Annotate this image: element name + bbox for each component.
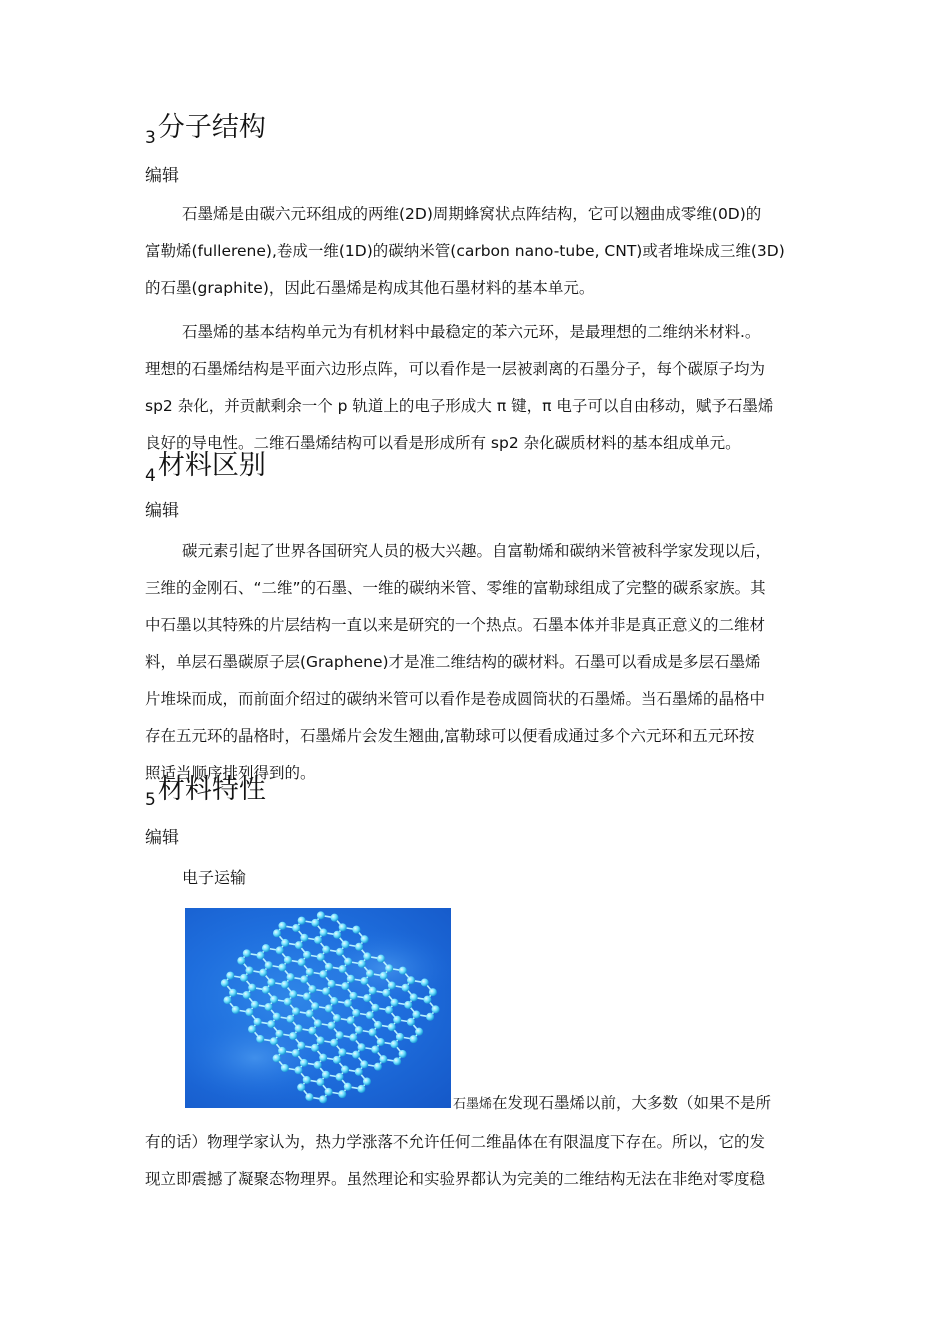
carbon-atom [325,1004,333,1012]
carbon-atom [341,982,349,990]
carbon-atom [421,979,429,987]
carbon-atom [426,1013,434,1021]
carbon-atom [331,914,339,922]
carbon-atom [333,931,341,939]
carbon-atom [357,1085,365,1093]
carbon-atom [319,970,327,978]
carbon-atom [385,1006,393,1014]
carbon-atom [432,1005,440,1013]
carbon-atom [306,1010,314,1018]
carbon-atom [339,965,347,973]
section-title: 分子结构 [157,112,266,143]
carbon-atom [366,1011,374,1019]
carbon-atom [248,1025,256,1033]
carbon-atom [330,1039,338,1047]
subheading-electron-transport: 电子运输 [182,868,247,887]
carbon-atom [251,1001,259,1009]
carbon-atom [278,963,286,971]
carbon-atom [276,946,284,954]
paragraph [145,533,810,792]
carbon-atom [399,967,407,975]
carbon-atom [281,1064,289,1072]
section-number: 5 [145,790,156,810]
carbon-atom [273,1013,281,1021]
carbon-atom [325,963,333,971]
carbon-atom [286,1015,294,1023]
section-title: 材料特性 [157,774,266,805]
paragraph-line: 富勒烯(fullerene),卷成一维(1D)的碳纳米管(carbon nano-tube, CNT)或者堆垛成三维(3D) [145,242,785,260]
paragraph-line: 良好的导电性。二维石墨烯结构可以看是形成所有 sp2 杂化碳质材料的基本组成单元。 [145,434,741,452]
section-number: 4 [145,466,156,486]
carbon-atom [254,1018,262,1026]
background-cloud [185,1013,335,1103]
carbon-atom [382,989,390,997]
paragraph-line: 碳元素引起了世界各国研究人员的极大兴趣。自富勒烯和碳纳米管被科学家发现以后， [182,542,772,560]
carbon-atom [377,1038,385,1046]
carbon-atom [311,1044,319,1052]
carbon-atom [339,923,347,931]
carbon-atom [341,940,349,948]
carbon-atom [415,1028,423,1036]
carbon-atom [322,1071,330,1079]
carbon-atom [297,1083,305,1091]
carbon-atom [317,953,325,961]
paragraph-line: 在发现石墨烯以前，大多数（如果不是所 [492,1094,772,1112]
carbon-atom [374,1063,382,1071]
carbon-atom [259,969,267,977]
carbon-atom [278,922,286,930]
carbon-atom [300,1059,308,1067]
carbon-atom [300,975,308,983]
carbon-atom [295,1066,303,1074]
carbon-atom [407,976,415,984]
carbon-atom [306,968,314,976]
carbon-atom [344,1083,352,1091]
carbon-atom [292,1007,300,1015]
carbon-atom [224,996,232,1004]
carbon-atom [393,1016,401,1024]
paragraph-line: 的石墨(graphite)，因此石墨烯是构成其他石墨材料的基本单元。 [145,279,595,297]
carbon-atom [317,1036,325,1044]
section-number: 3 [145,128,156,148]
carbon-atom [270,996,278,1004]
paragraph-line: 存在五元环的晶格时，石墨烯片会发生翘曲,富勒球可以便看成通过多个六元环和五元环按 [145,727,755,745]
carbon-atom [369,1028,377,1036]
carbon-atom [429,988,437,996]
carbon-atom [273,929,281,937]
carbon-atom [292,1049,300,1057]
carbon-atom [344,999,352,1007]
carbon-atom [363,952,371,960]
carbon-atom [305,1093,313,1101]
carbon-atom [243,991,251,999]
carbon-atom [237,957,245,965]
carbon-atom [328,1022,336,1030]
carbon-atom [298,958,306,966]
section-heading-material-difference [145,451,266,491]
carbon-atom [240,974,248,982]
paragraph-line: 三维的金刚石、“二维”的石墨、一维的碳纳米管、零维的富勒球组成了完整的碳系家族。其 [145,579,766,597]
carbon-atom [248,984,256,992]
paragraph [145,196,810,307]
carbon-atom [245,1008,253,1016]
carbon-atom [393,1057,401,1065]
carbon-atom [287,973,295,981]
carbon-atom [314,1019,322,1027]
carbon-atom [278,1047,286,1055]
image-caption-line [453,1085,771,1122]
carbon-atom [358,1043,366,1051]
carbon-atom [423,996,431,1004]
carbon-atom [360,1060,368,1068]
carbon-atom [243,949,251,957]
carbon-atom [295,941,303,949]
carbon-atom [407,1018,415,1026]
carbon-atom [311,1002,319,1010]
carbon-atom [412,1011,420,1019]
carbon-atom [229,989,237,997]
carbon-atom [410,993,418,1001]
paragraph-line: 石墨烯是由碳六元环组成的两维(2D)周期蜂窝状点阵结构，它可以翘曲成零维(0D)的 [182,205,762,223]
carbon-atom [355,943,363,951]
carbon-atom [377,955,385,963]
carbon-atom [322,946,330,954]
carbon-atom [328,980,336,988]
carbon-atom [226,972,234,980]
carbon-atom [352,1051,360,1059]
carbon-atom [402,984,410,992]
carbon-atom [371,1004,379,1012]
section-heading-molecular-structure [145,113,266,153]
paragraph-line: sp2 杂化，并贡献剩余一个 p 轨道上的电子形成大 π 键，π 电子可以自由移动，赋予石墨烯 [145,397,774,415]
carbon-atom [314,1061,322,1069]
carbon-atom [300,934,308,942]
paragraph-line: 有的话）物理学家认为，热力学涨落不允许任何二维晶体在有限温度下存在。所以，它的发 [145,1133,766,1151]
paragraph-line: 料，单层石墨碳原子层(Graphene)才是准二维结构的碳材料。石墨可以看成是多层石墨烯 [145,653,761,671]
carbon-atom [347,1016,355,1024]
carbon-atom [379,1055,387,1063]
carbon-atom [369,987,377,995]
carbon-atom [281,981,289,989]
carbon-atom [270,1037,278,1045]
carbon-atom [246,966,254,974]
carbon-atom [284,956,292,964]
carbon-atom [399,1050,407,1058]
carbon-atom [273,1054,281,1062]
carbon-atom [303,951,311,959]
carbon-atom [292,924,300,932]
carbon-atom [349,1034,357,1042]
carbon-atom [396,1033,404,1041]
carbon-atom [374,1021,382,1029]
carbon-atom [361,935,369,943]
paragraph [145,314,810,462]
edit-link[interactable]: 编辑 [145,501,179,521]
carbon-atom [289,990,297,998]
carbon-atom [336,1073,344,1081]
carbon-atom [314,936,322,944]
carbon-atom [388,981,396,989]
carbon-atom [308,1027,316,1035]
section-title: 材料区别 [157,450,266,481]
carbon-atom [355,1068,363,1076]
carbon-atom [317,911,325,919]
carbon-atom [267,1020,275,1028]
paragraph-line: 片堆垛而成，而前面介绍过的碳纳米管可以看作是卷成圆筒状的石墨烯。当石墨烯的晶格中 [145,690,766,708]
carbon-atom [352,926,360,934]
carbon-atom [325,1088,333,1096]
carbon-atom [404,1001,412,1009]
carbon-atom [303,993,311,1001]
paragraph [145,1124,810,1198]
carbon-atom [363,994,371,1002]
carbon-atom [341,1066,349,1074]
carbon-atom [390,1040,398,1048]
graphene-lattice-figure [185,908,451,1108]
carbon-atom [319,1095,327,1103]
graphene-image [185,908,451,1108]
carbon-atom [232,1006,240,1014]
carbon-atom [316,1078,324,1086]
paragraph-line: 石墨烯的基本结构单元为有机材料中最稳定的苯六元环，是最理想的二维纳米材料.。 [182,323,761,341]
carbon-atom [355,1026,363,1034]
carbon-atom [388,1023,396,1031]
image-caption: 石墨烯 [453,1097,493,1112]
carbon-atom [333,1056,341,1064]
carbon-atom [410,1035,418,1043]
carbon-atom [352,1009,360,1017]
carbon-atom [275,1030,283,1038]
carbon-atom [347,975,355,983]
paragraph-line: 中石墨以其特殊的片层结构一直以来是研究的一个热点。石墨本体并非是真正意义的二维材 [145,616,766,634]
carbon-atom [366,970,374,978]
carbon-atom [256,1035,264,1043]
carbon-atom [385,964,393,972]
paragraph-line: 现立即震撼了凝聚态物理界。虽然理论和实验界都认为完美的二维结构无法在非绝对零度稳 [145,1170,766,1188]
carbon-atom [338,1090,346,1098]
carbon-atom [319,1054,327,1062]
carbon-atom [391,999,399,1007]
carbon-atom [322,987,330,995]
carbon-atom [336,1031,344,1039]
carbon-atom [297,1042,305,1050]
carbon-atom [281,939,289,947]
carbon-atom [360,977,368,985]
carbon-atom [333,1014,341,1022]
carbon-atom [363,1077,371,1085]
carbon-atom [221,979,229,987]
carbon-atom [256,952,264,960]
carbon-atom [349,992,357,1000]
carbon-atom [308,985,316,993]
carbon-atom [298,917,306,925]
carbon-atom [371,1045,379,1053]
carbon-atom [262,944,270,952]
carbon-atom [262,986,270,994]
carbon-atom [295,1025,303,1033]
paragraph-line: 理想的石墨烯结构是平面六边形点阵，可以看作是一层被剥离的石墨分子，每个碳原子均为 [145,360,766,378]
carbon-atom [267,978,275,986]
carbon-atom [330,997,338,1005]
carbon-atom [311,919,319,927]
carbon-atom [284,998,292,1006]
edit-link[interactable]: 编辑 [145,166,179,186]
carbon-atom [320,929,328,937]
carbon-atom [265,961,273,969]
carbon-atom [265,1003,273,1011]
edit-link[interactable]: 编辑 [145,828,179,848]
carbon-atom [380,972,388,980]
carbon-atom [358,960,366,968]
paragraph-line: 照适当顺序排列得到的。 [145,764,316,782]
carbon-atom [344,958,352,966]
carbon-atom [338,1048,346,1056]
carbon-atom [303,1076,311,1084]
carbon-atom [336,948,344,956]
carbon-atom [289,1032,297,1040]
section-heading-material-properties [145,775,266,815]
